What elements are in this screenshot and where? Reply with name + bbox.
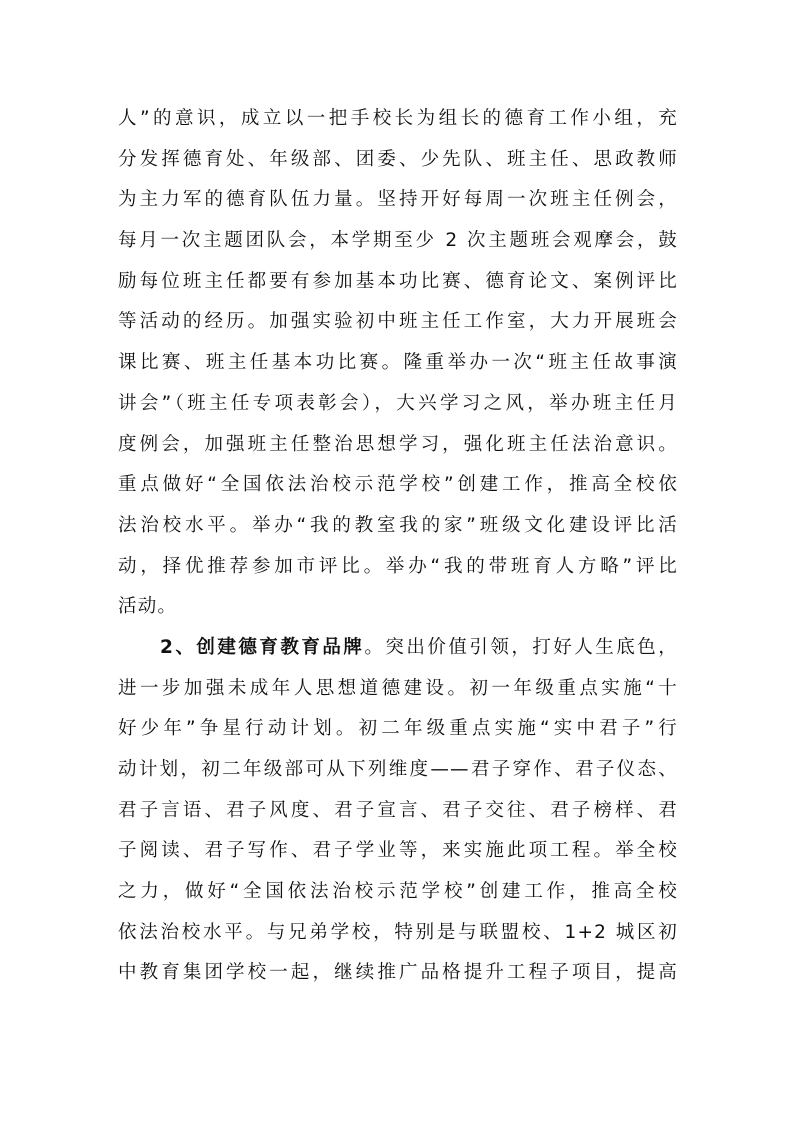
paragraph-line: 为主力军的德育队伍力量。坚持开好每周一次班主任例会， [118, 189, 678, 211]
paragraph-line-rest: 。突出价值引领，打好人生底色， [364, 636, 678, 658]
paragraph-line: 励每位班主任都要有参加基本功比赛、德育论文、案例评比 [118, 270, 678, 292]
paragraph-line: 动计划，初二年级部可从下列维度——君子穿作、君子仪态、 [118, 759, 678, 780]
paragraph-line: 法治校水平。举办“我的教室我的家”班级文化建设评比活 [118, 514, 678, 536]
paragraph-line: 每月一次主题团队会，本学期至少 2 次主题班会观摩会，鼓 [118, 230, 678, 252]
paragraph-line: 度例会，加强班主任整治思想学习，强化班主任法治意识。 [118, 433, 678, 455]
paragraph-2 [118, 628, 678, 994]
paragraph-line: 君子言语、君子风度、君子宣言、君子交往、君子榜样、君 [118, 799, 678, 821]
paragraph-line: 之力，做好“全国依法治校示范学校”创建工作，推高全校 [118, 881, 678, 903]
paragraph-line: 活动。 [118, 596, 178, 618]
paragraph-line: 依法治校水平。与兄弟学校，特别是与联盟校、1+2 城区初 [118, 921, 678, 943]
paragraph-line: 人”的意识，成立以一把手校长为组长的德育工作小组，充 [118, 108, 678, 129]
paragraph-line: 等活动的经历。加强实验初中班主任工作室，大力开展班会 [118, 311, 678, 333]
section-heading: 2、创建德育教育品牌 [160, 636, 365, 658]
paragraph-line: 进一步加强未成年人思想道德建设。初一年级重点实施“十 [118, 677, 678, 699]
paragraph-first-line [118, 628, 678, 669]
paragraph-line: 讲会”（班主任专项表彰会），大兴学习之风，举办班主任月 [118, 392, 678, 414]
paragraph-1 [118, 99, 678, 628]
paragraph-line: 中教育集团学校一起，继续推广品格提升工程子项目，提高 [118, 962, 678, 984]
paragraph-line: 好少年”争星行动计划。初二年级重点实施“实中君子”行 [118, 718, 678, 740]
paragraph-line: 重点做好“全国依法治校示范学校”创建工作，推高全校依 [118, 474, 678, 496]
paragraph-line: 子阅读、君子写作、君子学业等，来实施此项工程。举全校 [118, 840, 678, 862]
paragraph-line: 动，择优推荐参加市评比。举办“我的带班育人方略”评比 [118, 555, 678, 577]
body-text [118, 99, 678, 994]
paragraph-line: 分发挥德育处、年级部、团委、少先队、班主任、思政教师 [118, 148, 678, 170]
paragraph-line: 课比赛、班主任基本功比赛。隆重举办一次“班主任故事演 [118, 352, 678, 374]
